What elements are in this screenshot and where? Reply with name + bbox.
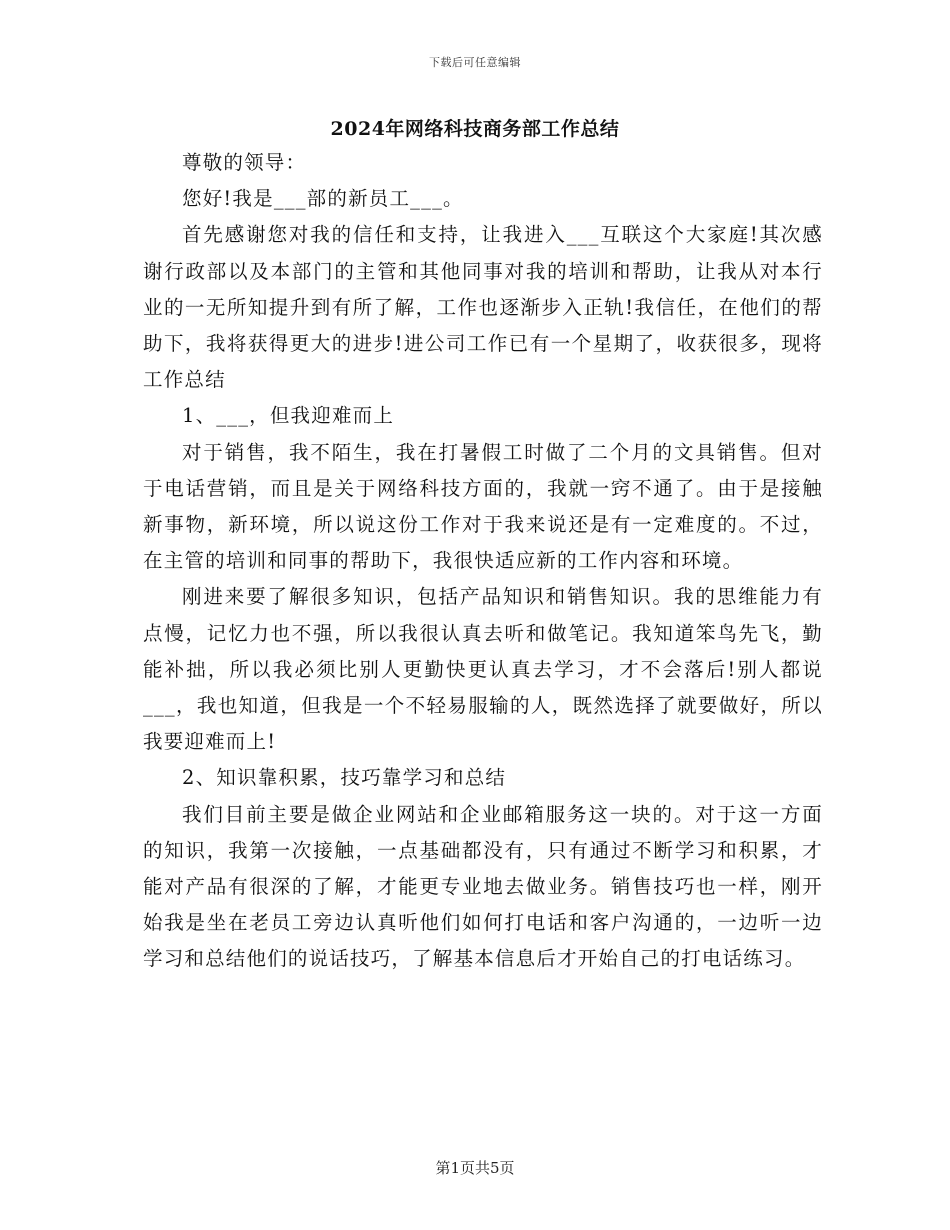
greeting-paragraph: 您好!我是___部的新员工___。	[182, 187, 464, 211]
section-heading-2: 2、知识靠积累，技巧靠学习和总结	[182, 766, 507, 790]
body-paragraph: 刚进来要了解很多知识，包括产品知识和销售知识。我的思维能力有点慢，记忆力也不强，所以我很认真去听和做笔记。我知道笨鸟先飞，勤能补拙，所以我必须比别人更勤快更认真去学习，才不会落后!别人都说___，我也知道，但我是一个不轻易服输的人，既然选择了就要做好，所以我要迎难而上!	[143, 585, 823, 754]
document-body	[143, 145, 823, 978]
salutation: 尊敬的领导：	[182, 151, 307, 174]
section-heading-1: 1、___，但我迎难而上	[182, 404, 395, 428]
header-note: 下载后可任意编辑	[429, 56, 521, 69]
body-paragraph: 对于销售，我不陌生，我在打暑假工时做了二个月的文具销售。但对于电话营销，而且是关于网络科技方面的，我就一窍不通了。由于是接触新事物，新环境，所以说这份工作对于我来说还是有一定难度的。不过，在主管的培训和同事的帮助下，我很快适应新的工作内容和环境。	[143, 440, 823, 573]
intro-paragraph: 首先感谢您对我的信任和支持，让我进入___互联这个大家庭!其次感谢行政部以及本部门的主管和其他同事对我的培训和帮助，让我从对本行业的一无所知提升到有所了解，工作也逐渐步入正轨!我信任，在他们的帮助下，我将获得更大的进步!进公司工作已有一个星期了，收获很多，现将工作总结	[143, 223, 823, 392]
body-paragraph: 我们目前主要是做企业网站和企业邮箱服务这一块的。对于这一方面的知识，我第一次接触，一点基础都没有，只有通过不断学习和积累，才能对产品有很深的了解，才能更专业地去做业务。销售技巧也一样，刚开始我是坐在老员工旁边认真听他们如何打电话和客户沟通的，一边听一边学习和总结他们的说话技巧，了解基本信息后才开始自己的打电话练习。	[143, 802, 823, 971]
page-indicator: 第1页共5页	[435, 1159, 515, 1177]
document-title: 2024年网络科技商务部工作总结	[330, 118, 620, 140]
